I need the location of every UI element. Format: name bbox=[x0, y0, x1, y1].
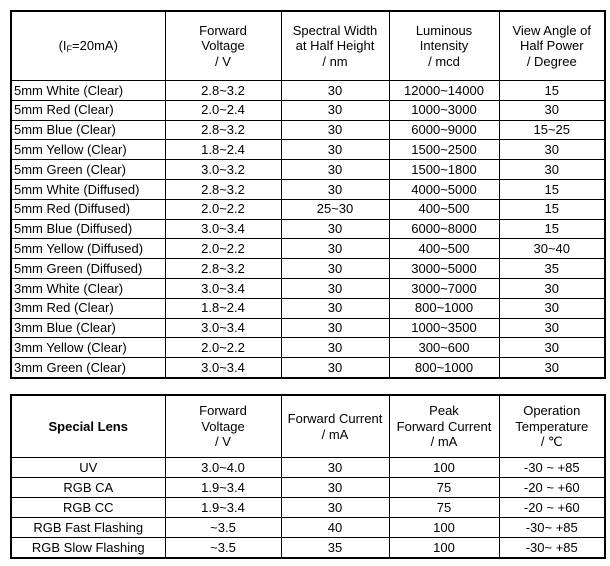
col3-cell: 30 bbox=[281, 259, 389, 279]
col3-cell: 30 bbox=[281, 278, 389, 298]
table-row bbox=[11, 338, 605, 358]
col5-cell: -30 ~ +85 bbox=[499, 458, 605, 478]
col3-cell: 30 bbox=[281, 160, 389, 180]
table-row bbox=[11, 219, 605, 239]
forward-voltage-cell: 3.0~3.4 bbox=[165, 278, 281, 298]
forward-voltage-cell: 2.8~3.2 bbox=[165, 259, 281, 279]
model-cell: UV bbox=[11, 458, 165, 478]
col4-cell: 75 bbox=[389, 498, 499, 518]
col5-cell: -20 ~ +60 bbox=[499, 498, 605, 518]
col5-cell: 15 bbox=[499, 219, 605, 239]
col4-cell: 6000~8000 bbox=[389, 219, 499, 239]
col3-cell: 25~30 bbox=[281, 199, 389, 219]
col3-cell: 30 bbox=[281, 239, 389, 259]
col3-cell: 30 bbox=[281, 219, 389, 239]
col5-cell: 30 bbox=[499, 318, 605, 338]
forward-voltage-cell: 2.8~3.2 bbox=[165, 179, 281, 199]
col3-cell: 35 bbox=[281, 538, 389, 559]
model-cell: 3mm White (Clear) bbox=[11, 278, 165, 298]
forward-current-header: Forward Current / mA bbox=[281, 395, 389, 458]
table-header-row bbox=[11, 11, 605, 81]
model-cell: RGB CC bbox=[11, 498, 165, 518]
table-row bbox=[11, 259, 605, 279]
table-row bbox=[11, 160, 605, 180]
col5-cell: 30 bbox=[499, 278, 605, 298]
table-row bbox=[11, 318, 605, 338]
model-cell: 5mm Red (Diffused) bbox=[11, 199, 165, 219]
forward-voltage-cell: 3.0~4.0 bbox=[165, 458, 281, 478]
condition-header: $(I_F=20mA)$ bbox=[11, 11, 165, 81]
table-row bbox=[11, 458, 605, 478]
forward-voltage-header: Forward Voltage / V bbox=[165, 395, 281, 458]
model-cell: 3mm Green (Clear) bbox=[11, 358, 165, 378]
col4-cell: 400~500 bbox=[389, 239, 499, 259]
special-lens-table-body bbox=[11, 458, 605, 559]
col4-cell: 1000~3500 bbox=[389, 318, 499, 338]
col5-cell: 30 bbox=[499, 358, 605, 378]
col5-cell: 30 bbox=[499, 100, 605, 120]
forward-voltage-cell: 3.0~3.4 bbox=[165, 318, 281, 338]
model-cell: 5mm Blue (Diffused) bbox=[11, 219, 165, 239]
forward-voltage-cell: 3.0~3.4 bbox=[165, 219, 281, 239]
forward-voltage-cell: ~3.5 bbox=[165, 538, 281, 559]
table-row bbox=[11, 81, 605, 101]
table-row bbox=[11, 120, 605, 140]
col4-cell: 800~1000 bbox=[389, 298, 499, 318]
col3-cell: 40 bbox=[281, 518, 389, 538]
table-row bbox=[11, 278, 605, 298]
col5-cell: 30~40 bbox=[499, 239, 605, 259]
col5-cell: 30 bbox=[499, 338, 605, 358]
model-cell: RGB CA bbox=[11, 478, 165, 498]
table-row bbox=[11, 518, 605, 538]
table-row bbox=[11, 199, 605, 219]
model-cell: 5mm Green (Diffused) bbox=[11, 259, 165, 279]
col5-cell: 30 bbox=[499, 140, 605, 160]
led-spec-table bbox=[10, 10, 606, 379]
col5-cell: -30~ +85 bbox=[499, 518, 605, 538]
forward-voltage-cell: 1.8~2.4 bbox=[165, 298, 281, 318]
table-row bbox=[11, 298, 605, 318]
model-cell: 5mm Yellow (Clear) bbox=[11, 140, 165, 160]
col4-cell: 300~600 bbox=[389, 338, 499, 358]
col4-cell: 100 bbox=[389, 458, 499, 478]
special-lens-table bbox=[10, 394, 606, 559]
table-row bbox=[11, 239, 605, 259]
model-cell: 5mm Yellow (Diffused) bbox=[11, 239, 165, 259]
col3-cell: 30 bbox=[281, 81, 389, 101]
col3-cell: 30 bbox=[281, 318, 389, 338]
col5-cell: 15 bbox=[499, 199, 605, 219]
col4-cell: 800~1000 bbox=[389, 358, 499, 378]
luminous-intensity-header: Luminous Intensity / mcd bbox=[389, 11, 499, 81]
forward-voltage-cell: 2.8~3.2 bbox=[165, 81, 281, 101]
table-header-row bbox=[11, 395, 605, 458]
col3-cell: 30 bbox=[281, 100, 389, 120]
forward-voltage-cell: 3.0~3.4 bbox=[165, 358, 281, 378]
table-row bbox=[11, 100, 605, 120]
view-angle-header: View Angle of Half Power / Degree bbox=[499, 11, 605, 81]
forward-voltage-cell: 3.0~3.2 bbox=[165, 160, 281, 180]
peak-forward-current-header: Peak Forward Current / mA bbox=[389, 395, 499, 458]
col5-cell: 15 bbox=[499, 179, 605, 199]
col5-cell: -20 ~ +60 bbox=[499, 478, 605, 498]
col3-cell: 30 bbox=[281, 120, 389, 140]
col4-cell: 6000~9000 bbox=[389, 120, 499, 140]
model-cell: 5mm Blue (Clear) bbox=[11, 120, 165, 140]
col4-cell: 100 bbox=[389, 518, 499, 538]
model-cell: 5mm White (Diffused) bbox=[11, 179, 165, 199]
col3-cell: 30 bbox=[281, 358, 389, 378]
special-lens-header: Special Lens bbox=[11, 395, 165, 458]
forward-voltage-cell: 2.0~2.4 bbox=[165, 100, 281, 120]
operation-temperature-header: Operation Temperature / ℃ bbox=[499, 395, 605, 458]
forward-voltage-header: Forward Voltage / V bbox=[165, 11, 281, 81]
col5-cell: 15~25 bbox=[499, 120, 605, 140]
col5-cell: 30 bbox=[499, 160, 605, 180]
col5-cell: 30 bbox=[499, 298, 605, 318]
forward-voltage-cell: 1.9~3.4 bbox=[165, 498, 281, 518]
forward-voltage-cell: 2.0~2.2 bbox=[165, 199, 281, 219]
col5-cell: -30~ +85 bbox=[499, 538, 605, 559]
forward-voltage-cell: 2.0~2.2 bbox=[165, 239, 281, 259]
col3-cell: 30 bbox=[281, 179, 389, 199]
col3-cell: 30 bbox=[281, 140, 389, 160]
model-cell: 5mm Red (Clear) bbox=[11, 100, 165, 120]
model-cell: RGB Fast Flashing bbox=[11, 518, 165, 538]
col4-cell: 4000~5000 bbox=[389, 179, 499, 199]
model-cell: RGB Slow Flashing bbox=[11, 538, 165, 559]
table-row bbox=[11, 358, 605, 378]
col4-cell: 1000~3000 bbox=[389, 100, 499, 120]
col5-cell: 15 bbox=[499, 81, 605, 101]
col3-cell: 30 bbox=[281, 298, 389, 318]
col4-cell: 75 bbox=[389, 478, 499, 498]
forward-voltage-cell: 1.9~3.4 bbox=[165, 478, 281, 498]
col3-cell: 30 bbox=[281, 498, 389, 518]
led-spec-table-body bbox=[11, 81, 605, 378]
col4-cell: 1500~1800 bbox=[389, 160, 499, 180]
model-cell: 3mm Blue (Clear) bbox=[11, 318, 165, 338]
col4-cell: 12000~14000 bbox=[389, 81, 499, 101]
table-row bbox=[11, 478, 605, 498]
spectral-width-header: Spectral Width at Half Height / nm bbox=[281, 11, 389, 81]
col3-cell: 30 bbox=[281, 478, 389, 498]
table-row bbox=[11, 179, 605, 199]
col4-cell: 100 bbox=[389, 538, 499, 559]
forward-voltage-cell: ~3.5 bbox=[165, 518, 281, 538]
table-row bbox=[11, 140, 605, 160]
col4-cell: 3000~5000 bbox=[389, 259, 499, 279]
forward-voltage-cell: 2.8~3.2 bbox=[165, 120, 281, 140]
model-cell: 3mm Yellow (Clear) bbox=[11, 338, 165, 358]
table-row bbox=[11, 498, 605, 518]
model-cell: 5mm Green (Clear) bbox=[11, 160, 165, 180]
col3-cell: 30 bbox=[281, 338, 389, 358]
forward-voltage-cell: 1.8~2.4 bbox=[165, 140, 281, 160]
col4-cell: 400~500 bbox=[389, 199, 499, 219]
model-cell: 5mm White (Clear) bbox=[11, 81, 165, 101]
table-row bbox=[11, 538, 605, 559]
forward-voltage-cell: 2.0~2.2 bbox=[165, 338, 281, 358]
col5-cell: 35 bbox=[499, 259, 605, 279]
col3-cell: 30 bbox=[281, 458, 389, 478]
col4-cell: 3000~7000 bbox=[389, 278, 499, 298]
col4-cell: 1500~2500 bbox=[389, 140, 499, 160]
model-cell: 3mm Red (Clear) bbox=[11, 298, 165, 318]
